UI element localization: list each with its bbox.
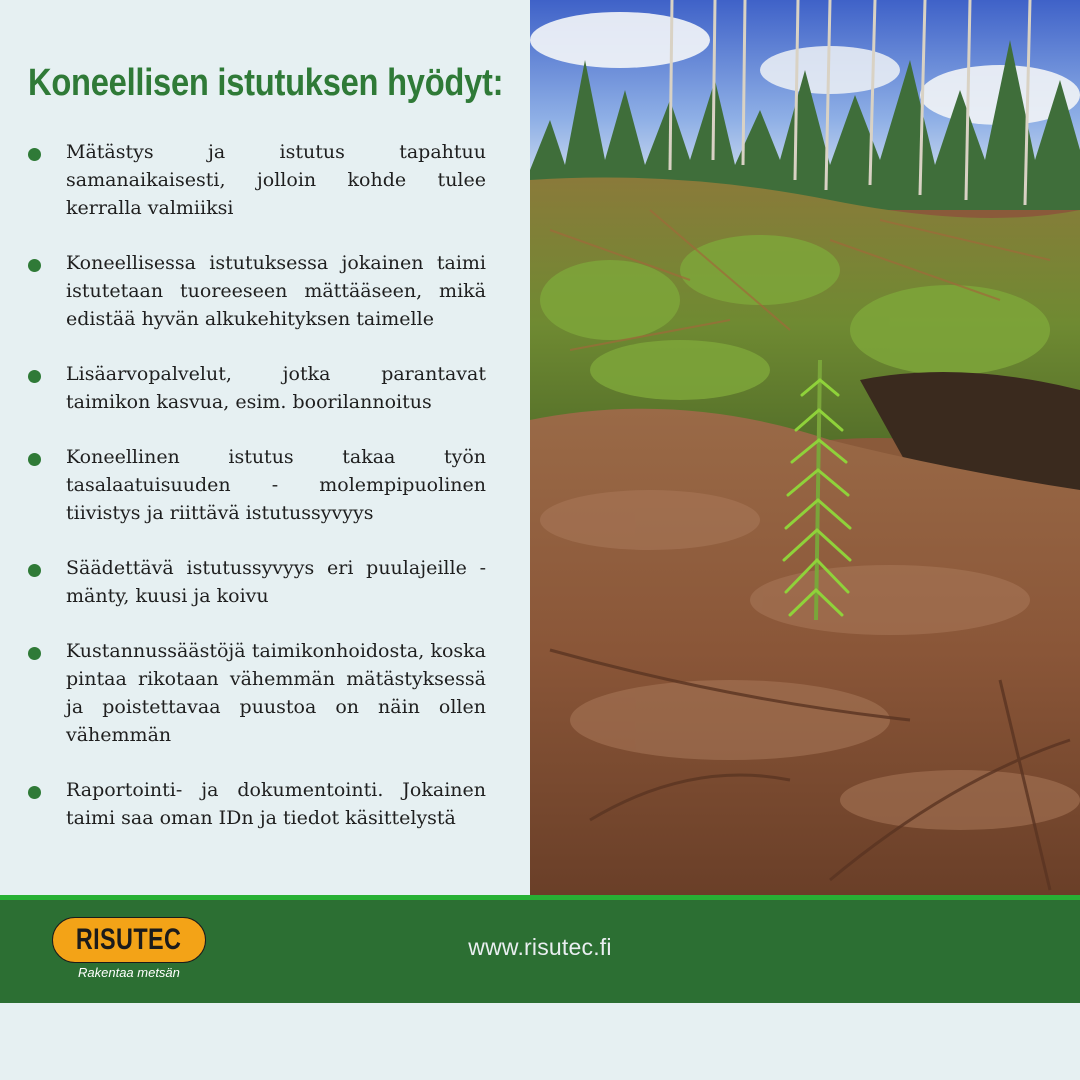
- benefit-text: Säädettävä istutussyvyys eri puulajeille - mänty, kuusi ja koivu: [66, 557, 486, 607]
- logo-tagline: Rakentaa metsän: [78, 965, 180, 980]
- bullet-icon: [28, 259, 41, 272]
- bullet-icon: [28, 786, 41, 799]
- bullet-icon: [28, 564, 41, 577]
- list-item: [28, 360, 486, 416]
- logo-brand: RISUTEC: [76, 923, 182, 956]
- benefit-text: Kustannussäästöjä taimikonhoidosta, koska pintaa rikotaan vähemmän mätästyksessä ja poistettavaa puustoa on näin ollen vähemmän: [66, 640, 486, 746]
- benefit-text: Koneellinen istutus takaa työn tasalaatuisuuden - molempipuolinen tiivistys ja riittävä istutussyvyys: [66, 446, 486, 524]
- benefit-text: Raportointi- ja dokumentointi. Jokainen taimi saa oman IDn ja tiedot käsittelystä: [66, 779, 486, 829]
- list-item: [28, 443, 486, 527]
- list-item: [28, 138, 486, 222]
- list-item: [28, 249, 486, 333]
- bullet-icon: [28, 647, 41, 660]
- bullet-icon: [28, 453, 41, 466]
- page-title: Koneellisen istutuksen hyödyt:: [28, 62, 504, 104]
- text-panel: [0, 0, 530, 895]
- list-item: [28, 554, 486, 610]
- bullet-icon: [28, 370, 41, 383]
- seedling-photo: [530, 0, 1080, 895]
- list-item: [28, 776, 486, 832]
- bullet-icon: [28, 148, 41, 161]
- list-item: [28, 637, 486, 749]
- benefit-text: Mätästys ja istutus tapahtuu samanaikaisesti, jolloin kohde tulee kerralla valmiiksi: [66, 141, 486, 219]
- website-link[interactable]: www.risutec.fi: [468, 934, 612, 960]
- benefit-text: Koneellisessa istutuksessa jokainen taimi istutetaan tuoreeseen mättääseen, mikä edistää hyvän alkukehityksen taimelle: [66, 252, 486, 330]
- bottom-margin: [0, 1003, 1080, 1080]
- benefits-list: [28, 138, 486, 859]
- benefit-text: Lisäarvopalvelut, jotka parantavat taimikon kasvua, esim. boorilannoitus: [66, 363, 486, 413]
